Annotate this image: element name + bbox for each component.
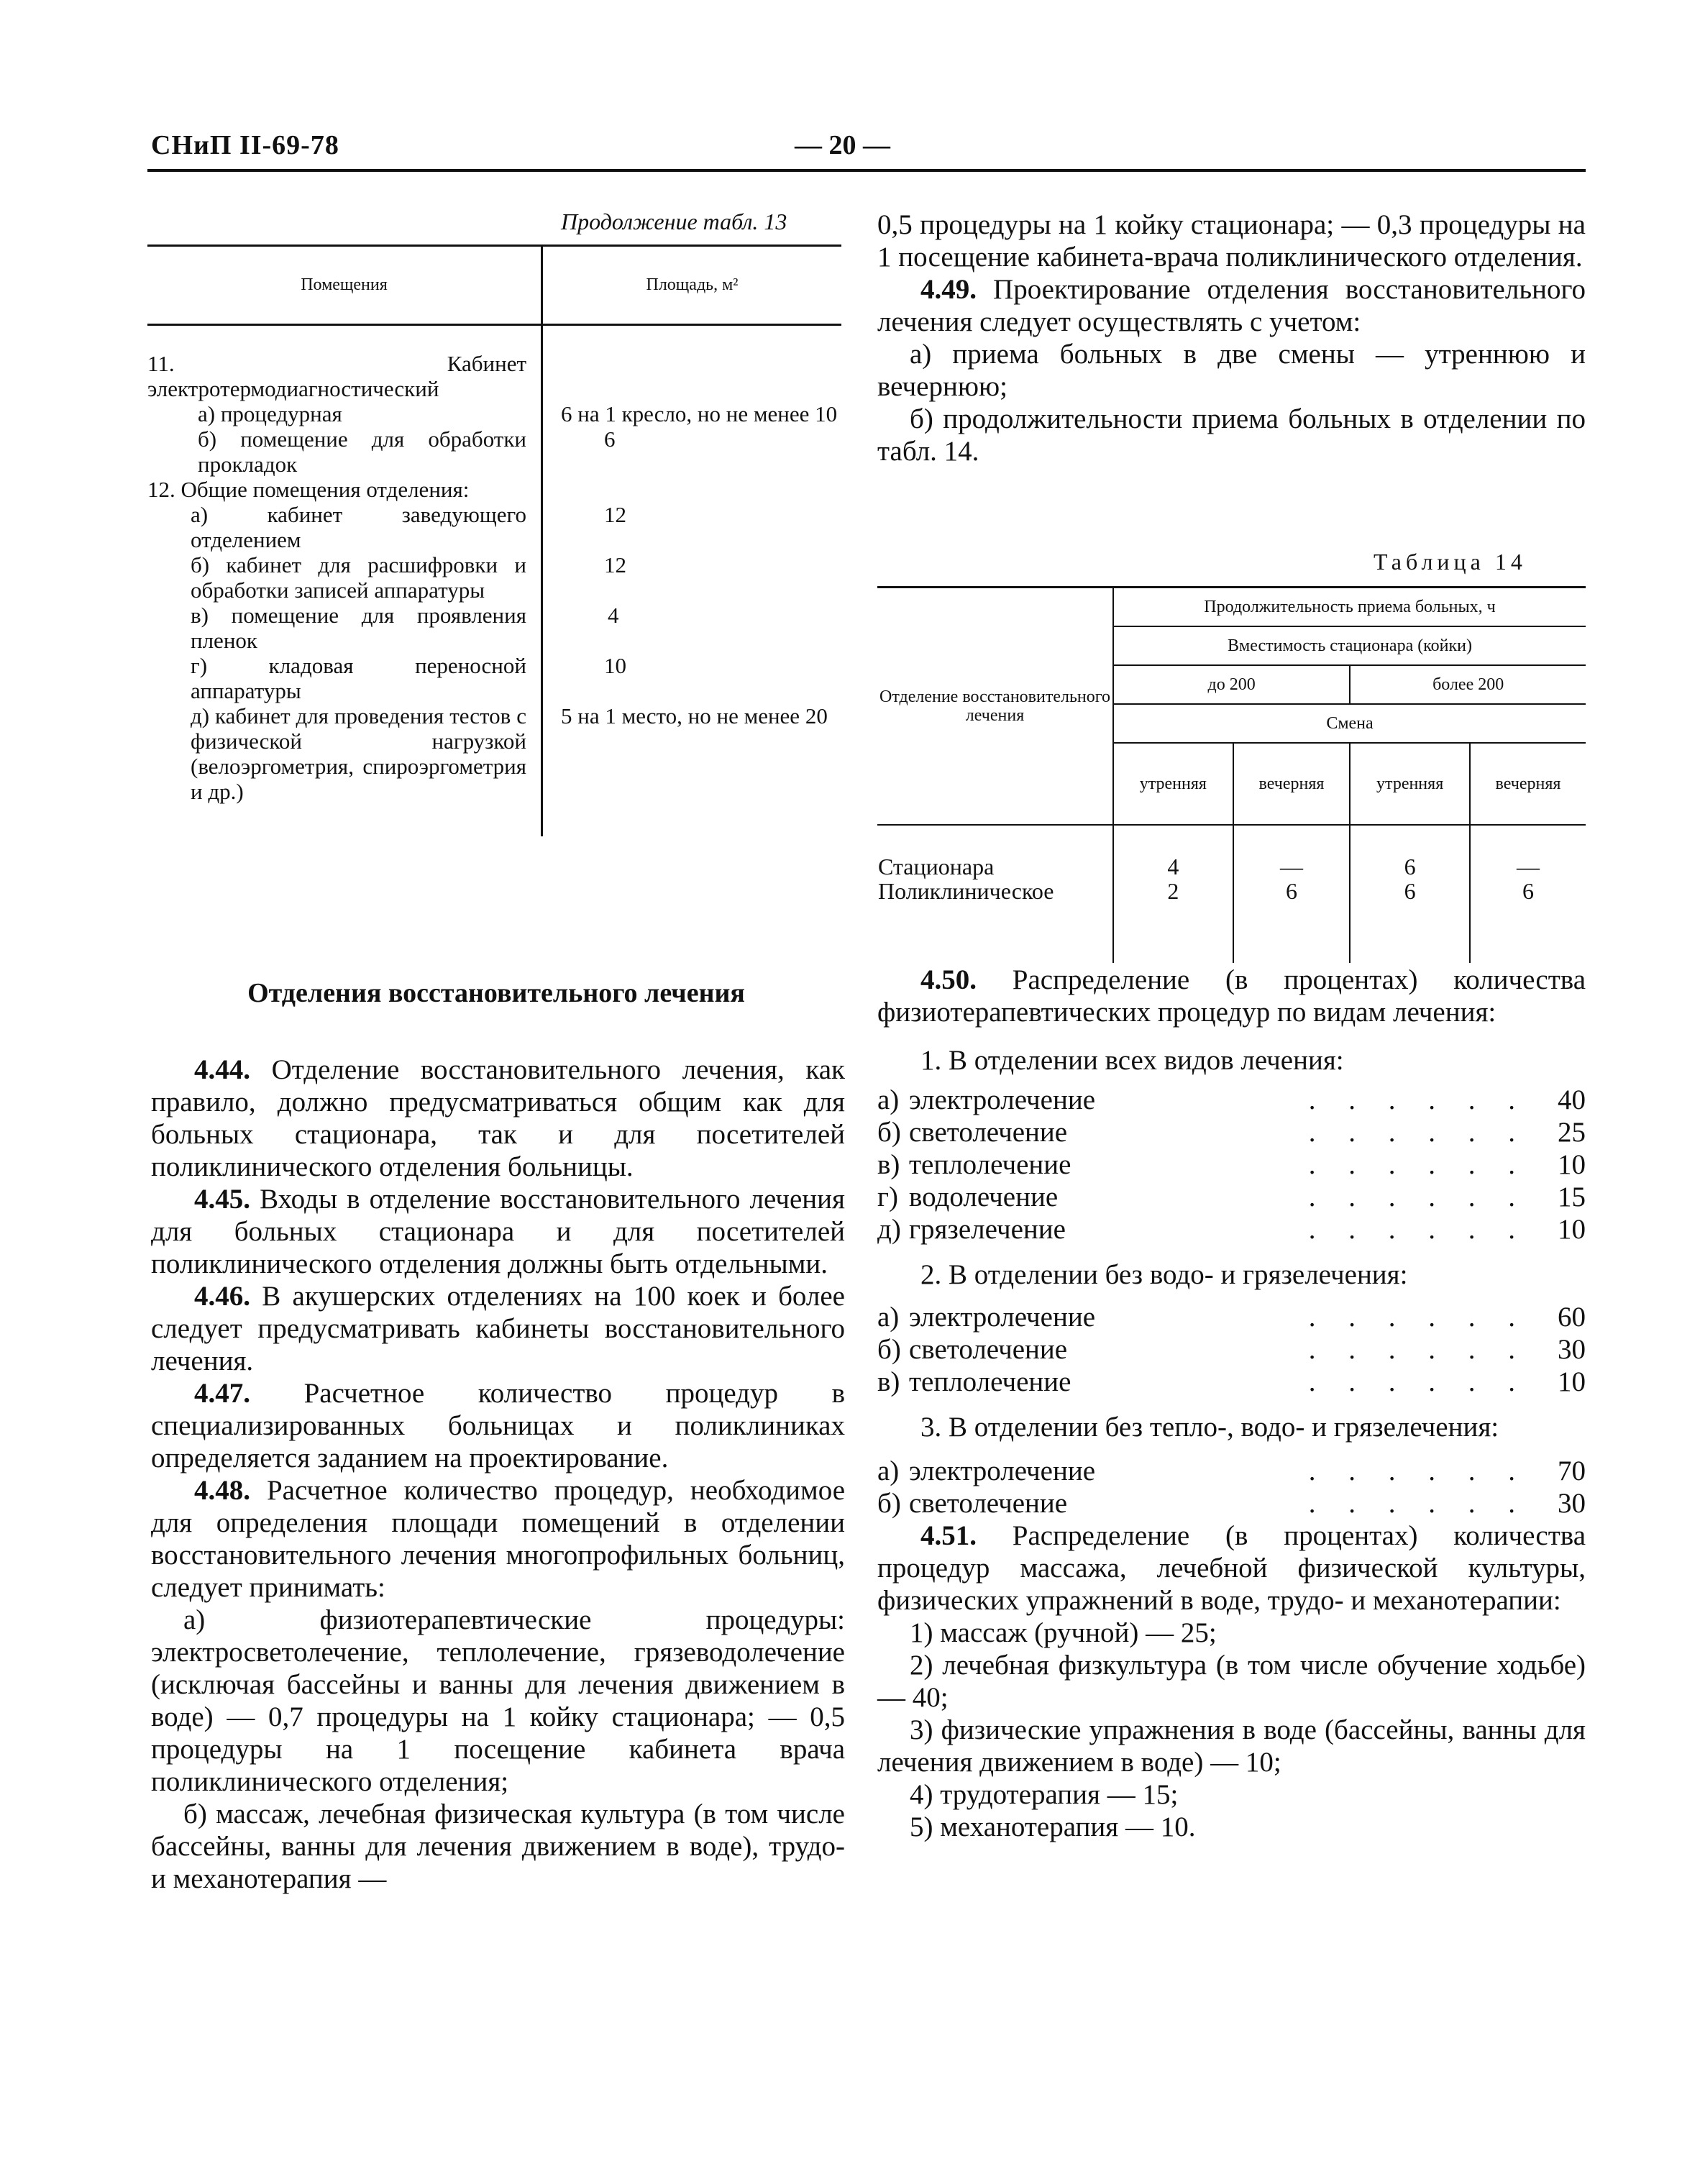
- table13: [147, 245, 841, 836]
- table13-room: а) кабинет заведующего отделением: [191, 502, 526, 552]
- table14-cell: 6: [1404, 878, 1416, 904]
- table14-cell: 6: [1522, 878, 1534, 904]
- header-rule: [147, 169, 1586, 172]
- table14-dept-header: Отделение восстановительного лечения: [877, 588, 1113, 826]
- list-item: в) теплолечение . . . . . . 10: [877, 1366, 1586, 1397]
- table13-area: 5 на 1 место, но не менее 20: [561, 703, 828, 728]
- table14-row-name: Стационара: [878, 854, 995, 879]
- table-row: [147, 426, 841, 477]
- list-item: в) теплолечение . . . . . . 10: [877, 1149, 1586, 1180]
- table13-area: [542, 325, 842, 402]
- table-row: [147, 703, 841, 836]
- table13-col-area: Площадь, м²: [542, 246, 842, 325]
- list-item: 1) массаж (ручной) — 25;: [910, 1617, 1217, 1648]
- table14-shift: вечерняя: [1470, 743, 1586, 825]
- list-item: б) светолечение . . . . . . 30: [877, 1488, 1586, 1519]
- page-number: — 20 —: [795, 130, 890, 160]
- table-row: [147, 325, 841, 402]
- paragraph-4-49: 4.49. Проектирование отделения восстановительного лечения следует осуществлять с учетом:: [877, 274, 1586, 337]
- section-title: Отделения восстановительного лечения: [247, 978, 745, 1008]
- list-item: 3) физические упражнения в воде (бассейны, ванны для лечения движением в воде) — 10;: [877, 1714, 1586, 1778]
- table14-header-shift: Смена: [1113, 704, 1586, 743]
- paragraph-4-46: 4.46. В акушерских отделениях на 100 коек и более следует предусматривать кабинеты восстановительного лечения.: [151, 1281, 845, 1376]
- table-row: [147, 552, 841, 603]
- table14-header-over200: более 200: [1350, 665, 1586, 704]
- table-row: [877, 825, 1586, 963]
- table13-area: [542, 477, 842, 502]
- paragraph-4-44: 4.44. Отделение восстановительного лечения, как правило, должно предусматриваться общим как для больных стационара, так и для посетителей поликлинического отделения больницы.: [151, 1054, 845, 1182]
- table13-room: д) кабинет для проведения тестов с физической нагрузкой (велоэргометрия, спироэргометрия и др.): [191, 703, 526, 804]
- table13-room: б) кабинет для расшифровки и обработки записей аппаратуры: [191, 552, 526, 603]
- table13-area: 6: [604, 426, 616, 452]
- list-item: 4) трудотерапия — 15;: [910, 1779, 1179, 1810]
- table13-room: 11. Кабинет электротермодиагностический: [147, 351, 526, 401]
- group3-title: 3. В отделении без тепло-, водо- и грязелечения:: [920, 1412, 1499, 1443]
- table-row: [147, 502, 841, 552]
- paragraph-continuation: 0,5 процедуры на 1 койку стационара; — 0,3 процедуры на 1 посещение кабинета-врача поликлинического отделения.: [877, 209, 1586, 273]
- list-item: а) электролечение . . . . . . 60: [877, 1302, 1586, 1333]
- table14-header-upto200: до 200: [1113, 665, 1350, 704]
- list-item: г) водолечение . . . . . . 15: [877, 1182, 1586, 1212]
- table14-cell: 2: [1167, 878, 1179, 904]
- table13-area: 4: [608, 603, 619, 628]
- table14-row-name: Поликлиническое: [878, 878, 1054, 904]
- group3-list: [877, 1455, 1586, 1520]
- group2-list: [877, 1301, 1586, 1398]
- table13-area: 6 на 1 кресло, но не менее 10: [561, 401, 838, 426]
- paragraph-4-47: 4.47. Расчетное количество процедур в специализированных больницах и поликлиниках определяется заданием на проектирование.: [151, 1378, 845, 1473]
- table13-col-rooms: Помещения: [147, 246, 542, 325]
- table13-area: 12: [604, 502, 626, 527]
- list-item: а) электролечение . . . . . . 70: [877, 1456, 1586, 1486]
- group2-title: 2. В отделении без водо- и грязелечения:: [920, 1259, 1408, 1290]
- paragraph-4-45: 4.45. Входы в отделение восстановительного лечения для больных стационара и для посетителей поликлинического отделения должны быть отдельными.: [151, 1184, 845, 1279]
- left-column: [151, 1054, 845, 1895]
- table14-cell: —: [1516, 854, 1540, 879]
- table14-shift: утренняя: [1113, 743, 1233, 825]
- right-column-top: [877, 209, 1586, 467]
- table13-room: б) помещение для обработки прокладок: [198, 426, 526, 477]
- paragraph-4-50: 4.50. Распределение (в процентах) количества физиотерапевтических процедур по видам лечения:: [877, 964, 1586, 1028]
- list-item: 5) механотерапия — 10.: [910, 1811, 1196, 1842]
- table14-cell: —: [1279, 854, 1303, 879]
- table14-cell: 4: [1167, 854, 1179, 879]
- list-item: а) электролечение . . . . . . 40: [877, 1084, 1586, 1115]
- table-row: [147, 603, 841, 653]
- table14-shift: утренняя: [1350, 743, 1470, 825]
- group1-title: 1. В отделении всех видов лечения:: [920, 1045, 1344, 1076]
- table13-room: в) помещение для проявления пленок: [191, 603, 526, 653]
- table13-room: а) процедурная: [198, 401, 342, 426]
- table14-header-duration: Продолжительность приема больных, ч: [1113, 588, 1586, 627]
- table13-room: 12. Общие помещения отделения:: [147, 477, 470, 502]
- list-item: б) светолечение . . . . . . 30: [877, 1334, 1586, 1365]
- table14-cell: 6: [1404, 854, 1416, 879]
- table14-header-capacity: Вместимость стационара (койки): [1113, 626, 1586, 665]
- paragraph-4-51: 4.51. Распределение (в процентах) количества процедур массажа, лечебной физической культуры, физических упражнений в воде, трудо- и механотерапии:: [877, 1520, 1586, 1616]
- table-row: [147, 477, 841, 502]
- table14-shift: вечерняя: [1233, 743, 1351, 825]
- table13-room: г) кладовая переносной аппаратуры: [191, 653, 526, 703]
- document-code: СНиП II-69-78: [151, 130, 339, 160]
- table14: [877, 586, 1586, 963]
- list-item: б) светолечение . . . . . . 25: [877, 1117, 1586, 1148]
- list-item: д) грязелечение . . . . . . 10: [877, 1214, 1586, 1245]
- group1-list: [877, 1084, 1586, 1246]
- table13-area: 12: [604, 552, 626, 577]
- table-row: [147, 653, 841, 703]
- table14-caption: Таблица 14: [1374, 549, 1527, 575]
- list-item: 2) лечебная физкультура (в том числе обучение ходьбе) — 40;: [877, 1650, 1586, 1713]
- paragraph-4-48: 4.48. Расчетное количество процедур, необходимое для определения площади помещений в отделении восстановительного лечения многопрофильных больниц, следует принимать:: [151, 1475, 845, 1603]
- paragraph-4-49-a: а) приема больных в две смены — утреннюю и вечернюю;: [877, 339, 1586, 402]
- table13-continuation: Продолжение табл. 13: [561, 209, 787, 234]
- table-row: [147, 401, 841, 426]
- paragraph-4-48-b: б) массаж, лечебная физическая культура (в том числе бассейны, ванны для лечения движением в воде), трудо- и механотерапия —: [151, 1799, 845, 1894]
- paragraph-4-49-b: б) продолжительности приема больных в отделении по табл. 14.: [877, 403, 1586, 467]
- table13-area: 10: [604, 653, 626, 678]
- table14-cell: 6: [1285, 878, 1297, 904]
- paragraph-4-48-a: а) физиотерапевтические процедуры: электросветолечение, теплолечение, грязеводолечение (исключая бассейны и ванны для лечения движением в воде) — 0,7 процедуры на 1 койку стационара; — 0,5 процедуры на 1 посещение кабинета врача поликлинического отделения;: [151, 1604, 845, 1797]
- right-column-bottom: [877, 964, 1586, 1843]
